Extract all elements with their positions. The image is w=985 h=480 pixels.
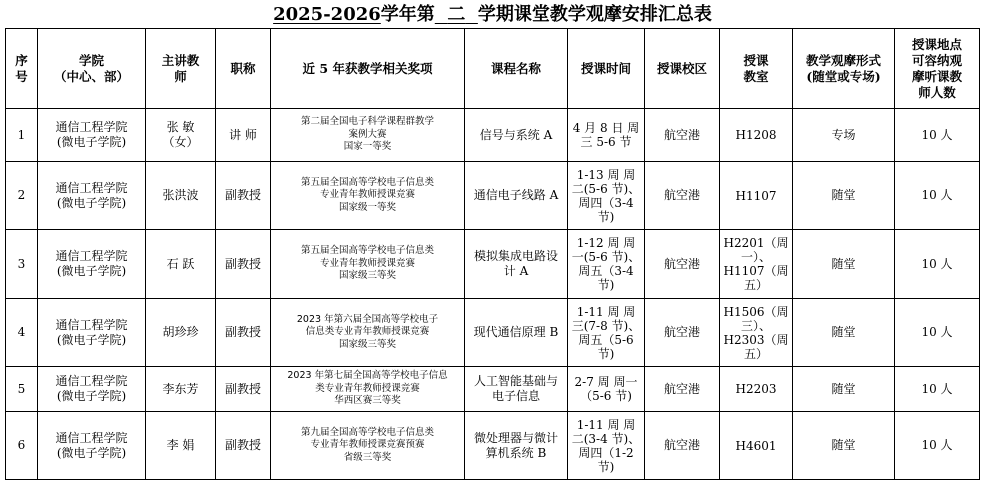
cell-capacity: 10 人	[895, 412, 980, 480]
cell-title: 副教授	[216, 230, 271, 299]
table-row	[6, 109, 980, 162]
header-capacity: 授课地点 可容纳观 摩听课教 师人数	[895, 29, 980, 109]
cell-award: 2023 年第六届全国高等学校电子 信息类专业青年教师授课竞赛 国家级三等奖	[271, 299, 465, 367]
cell-campus: 航空港	[645, 412, 720, 480]
header-form: 教学观摩形式 (随堂或专场)	[793, 29, 895, 109]
cell-no: 5	[6, 367, 38, 412]
cell-title: 副教授	[216, 299, 271, 367]
cell-room: H4601	[720, 412, 793, 480]
cell-award: 第五届全国高等学校电子信息类 专业青年教师授课竞赛 国家级三等奖	[271, 230, 465, 299]
cell-campus: 航空港	[645, 230, 720, 299]
cell-form: 随堂	[793, 299, 895, 367]
cell-award: 2023 年第七届全国高等学校电子信息 类专业青年教师授课竞赛 华西区赛三等奖	[271, 367, 465, 412]
cell-college: 通信工程学院 (微电子学院)	[38, 299, 146, 367]
cell-capacity: 10 人	[895, 162, 980, 230]
header-no: 序 号	[6, 29, 38, 109]
cell-capacity: 10 人	[895, 367, 980, 412]
header-course: 课程名称	[465, 29, 568, 109]
cell-time: 1-12 周 周 一(5-6 节)、 周五（3-4 节)	[568, 230, 645, 299]
cell-no: 4	[6, 299, 38, 367]
cell-time: 1-11 周 周 三(7-8 节)、 周五（5-6 节)	[568, 299, 645, 367]
cell-form: 随堂	[793, 367, 895, 412]
header-award: 近 5 年获教学相关奖项	[271, 29, 465, 109]
cell-no: 1	[6, 109, 38, 162]
header-row	[6, 29, 980, 109]
cell-form: 随堂	[793, 412, 895, 480]
cell-award: 第五届全国高等学校电子信息类 专业青年教师授课竞赛 国家级一等奖	[271, 162, 465, 230]
cell-time: 2-7 周 周一 （5-6 节)	[568, 367, 645, 412]
header-campus: 授课校区	[645, 29, 720, 109]
cell-college: 通信工程学院 (微电子学院)	[38, 412, 146, 480]
cell-course: 现代通信原理 B	[465, 299, 568, 367]
table-row	[6, 367, 980, 412]
cell-teacher: 石 跃	[146, 230, 216, 299]
cell-teacher: 李 娟	[146, 412, 216, 480]
cell-room: H2203	[720, 367, 793, 412]
title-mid1: 学年第	[380, 4, 435, 25]
cell-room: H2201（周 一）、 H1107（周 五）	[720, 230, 793, 299]
cell-no: 2	[6, 162, 38, 230]
table-row	[6, 412, 980, 480]
table-row	[6, 230, 980, 299]
cell-course: 通信电子线路 A	[465, 162, 568, 230]
cell-college: 通信工程学院 (微电子学院)	[38, 109, 146, 162]
cell-title: 副教授	[216, 367, 271, 412]
cell-room: H1107	[720, 162, 793, 230]
cell-award: 第九届全国高等学校电子信息类 专业青年教师授课竞赛预赛 省级三等奖	[271, 412, 465, 480]
cell-form: 随堂	[793, 162, 895, 230]
cell-no: 3	[6, 230, 38, 299]
cell-teacher: 张 敏 （女）	[146, 109, 216, 162]
title-year: 2025-2026	[273, 4, 381, 25]
cell-campus: 航空港	[645, 299, 720, 367]
cell-college: 通信工程学院 (微电子学院)	[38, 367, 146, 412]
table-row	[6, 162, 980, 230]
observation-schedule-table	[5, 28, 980, 480]
cell-title: 副教授	[216, 162, 271, 230]
cell-form: 随堂	[793, 230, 895, 299]
cell-course: 信号与系统 A	[465, 109, 568, 162]
cell-course: 人工智能基础与 电子信息	[465, 367, 568, 412]
cell-college: 通信工程学院 (微电子学院)	[38, 162, 146, 230]
cell-form: 专场	[793, 109, 895, 162]
cell-course: 微处理器与微计 算机系统 B	[465, 412, 568, 480]
cell-room: H1208	[720, 109, 793, 162]
cell-campus: 航空港	[645, 367, 720, 412]
cell-no: 6	[6, 412, 38, 480]
cell-teacher: 李东芳	[146, 367, 216, 412]
cell-teacher: 胡珍珍	[146, 299, 216, 367]
table-body	[6, 109, 980, 480]
cell-time: 4 月 8 日 周 三 5-6 节	[568, 109, 645, 162]
cell-time: 1-11 周 周 二(3-4 节)、 周四（1-2 节)	[568, 412, 645, 480]
cell-time: 1-13 周 周 二(5-6 节)、 周四（3-4 节)	[568, 162, 645, 230]
cell-capacity: 10 人	[895, 299, 980, 367]
cell-room: H1506（周 三）、 H2303（周 五）	[720, 299, 793, 367]
cell-campus: 航空港	[645, 162, 720, 230]
cell-capacity: 10 人	[895, 109, 980, 162]
title-semester: 二	[447, 4, 466, 25]
title-mid2: 学期课堂教学观摩安排汇总表	[477, 4, 712, 25]
document-title	[0, 2, 985, 28]
table-row	[6, 299, 980, 367]
cell-teacher: 张洪波	[146, 162, 216, 230]
header-college: 学院 （中心、部）	[38, 29, 146, 109]
cell-campus: 航空港	[645, 109, 720, 162]
header-time: 授课时间	[568, 29, 645, 109]
cell-course: 模拟集成电路设 计 A	[465, 230, 568, 299]
cell-title: 副教授	[216, 412, 271, 480]
cell-title: 讲 师	[216, 109, 271, 162]
header-teacher: 主讲教 师	[146, 29, 216, 109]
cell-award: 第二届全国电子科学课程群教学 案例大赛 国家一等奖	[271, 109, 465, 162]
cell-college: 通信工程学院 (微电子学院)	[38, 230, 146, 299]
header-room: 授课 教室	[720, 29, 793, 109]
cell-capacity: 10 人	[895, 230, 980, 299]
header-title: 职称	[216, 29, 271, 109]
